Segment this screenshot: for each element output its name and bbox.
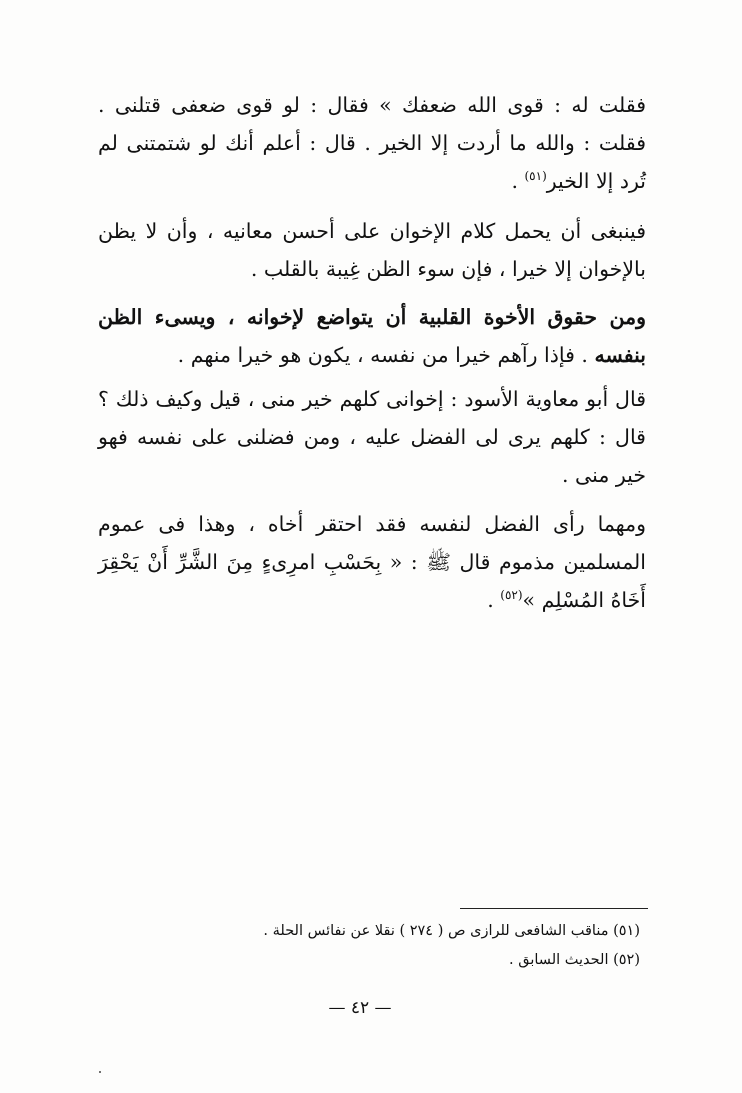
footnote-divider <box>460 908 648 909</box>
paragraph-1-end: . <box>511 169 525 193</box>
paragraph-3 <box>98 298 646 374</box>
paragraph-1-text: فقلت له : قوى الله ضعفك » فقال : لو قوى ضعفى قتلنى . فقلت : والله ما أردت إلا الخير . قال : أعلم أنك لو شتمتنى لم تُرد إلا الخير <box>98 93 646 193</box>
footnote-52: (٥٢) الحديث السابق . <box>509 952 640 968</box>
scan-speck <box>99 1071 101 1073</box>
paragraph-2 <box>98 212 646 288</box>
paragraph-5 <box>98 505 646 619</box>
footnote-ref-52: (٥٢) <box>500 588 523 603</box>
paragraph-4 <box>98 380 646 494</box>
paragraph-3-heading: ومن حقوق الأخوة القلبية أن يتواضع لإخوانه ، ويسىء الظن بنفسه <box>98 305 646 367</box>
paragraph-5-text: ومهما رأى الفضل لنفسه فقد احتقر أخاه ، وهذا فى عموم المسلمين مذموم قال ﷺ : « بِحَسْبِ امرِىءٍ مِنَ الشَّرِّ أَنْ يَحْقِرَ أَخَاهُ المُسْلِم » <box>98 512 646 612</box>
paragraph-4-text: قال أبو معاوية الأسود : إخوانى كلهم خير منى ، قيل وكيف ذلك ؟ قال : كلهم يرى لى الفضل عليه ، ومن فضلنى على نفسه فهو خير منى . <box>98 387 646 487</box>
paragraph-5-end: . <box>487 588 501 612</box>
footnote-ref-51: (٥١) <box>524 169 547 184</box>
footnote-51: (٥١) مناقب الشافعى للرازى ص ( ٢٧٤ ) نقلا عن نفائس الحلة . <box>263 923 640 939</box>
paragraph-3-text: . فإذا رآهم خيرا من نفسه ، يكون هو خيرا منهم . <box>177 343 595 367</box>
paragraph-1 <box>98 86 646 200</box>
footnotes <box>160 917 640 975</box>
page-number: — ٤٢ — <box>328 998 392 1018</box>
paragraph-2-text: فينبغى أن يحمل كلام الإخوان على أحسن معانيه ، وأن لا يظن بالإخوان إلا خيرا ، فإن سوء الظن غِيبة بالقلب . <box>98 219 646 281</box>
